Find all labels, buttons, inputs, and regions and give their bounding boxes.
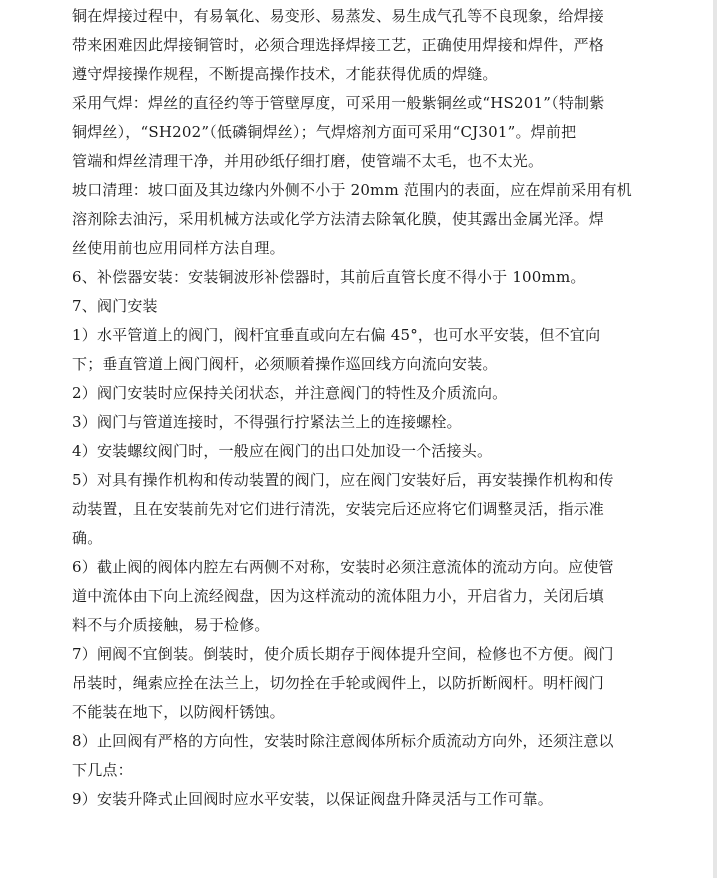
text-line: 丝使用前也应用同样方法自理。	[72, 239, 285, 257]
list-item: 7）闸阀不宜倒装。倒装时，使介质长期存于阀体提升空间，检修也不方便。阀门	[72, 645, 614, 663]
text-line: 料不与介质接触，易于检修。	[72, 616, 270, 634]
list-item: 3）阀门与管道连接时，不得强行拧紧法兰上的连接螺栓。	[72, 413, 462, 431]
document-body	[72, 2, 632, 814]
text-line: 带来困难因此焊接铜管时，必须合理选择焊接工艺，正确使用焊接和焊件，严格	[72, 36, 605, 54]
list-item: 2）阀门安装时应保持关闭状态，并注意阀门的特性及介质流向。	[72, 384, 508, 402]
list-item: 6）截止阀的阀体内腔左右两侧不对称，安装时必须注意流体的流动方向。应使管	[72, 558, 614, 576]
text-line: 动装置，且在安装前先对它们进行清洗，安装完后还应将它们调整灵活，指示准	[72, 500, 605, 518]
section-heading-valve: 7、阀门安装	[72, 297, 158, 315]
list-item: 1）水平管道上的阀门，阀杆宜垂直或向左右偏 45°，也可水平安装，但不宜向	[72, 326, 601, 344]
text-line: 吊装时，绳索应拴在法兰上，切勿拴在手轮或阀件上，以防折断阀杆。明杆阀门	[72, 674, 605, 692]
list-item: 5）对具有操作机构和传动装置的阀门，应在阀门安装好后，再安装操作机构和传	[72, 471, 614, 489]
text-line: 确。	[72, 529, 103, 547]
text-line: 铜焊丝），“SH202”（低磷铜焊丝）；气焊熔剂方面可采用“CJ301”。焊前把	[72, 123, 577, 141]
section-heading-compensator: 6、补偿器安装：安装铜波形补偿器时，其前后直管长度不得小于 100mm。	[72, 268, 586, 286]
text-line: 道中流体由下向上流经阀盘，因为这样流动的流体阻力小，开启省力，关闭后填	[72, 587, 605, 605]
text-line: 铜在焊接过程中，有易氧化、易变形、易蒸发、易生成气孔等不良现象，给焊接	[72, 7, 605, 25]
text-line: 不能装在地下，以防阀杆锈蚀。	[72, 703, 285, 721]
text-line: 坡口清理：坡口面及其边缘内外侧不小于 20mm 范围内的表面，应在焊前采用有机	[72, 181, 632, 199]
list-item: 9）安装升降式止回阀时应水平安装，以保证阀盘升降灵活与工作可靠。	[72, 790, 553, 808]
text-line: 下；垂直管道上阀门阀杆，必须顺着操作巡回线方向流向安装。	[72, 355, 498, 373]
text-line: 遵守焊接操作规程，不断提高操作技术，才能获得优质的焊缝。	[72, 65, 498, 83]
text-line: 溶剂除去油污，采用机械方法或化学方法清去除氧化膜，使其露出金属光泽。焊	[72, 210, 605, 228]
list-item: 8）止回阀有严格的方向性，安装时除注意阀体所标介质流动方向外，还须注意以	[72, 732, 614, 750]
list-item: 4）安装螺纹阀门时，一般应在阀门的出口处加设一个活接头。	[72, 442, 493, 460]
scrollbar-track	[713, 0, 717, 878]
text-line: 下几点：	[72, 761, 133, 779]
text-line: 管端和焊丝清理干净，并用砂纸仔细打磨，使管端不太毛，也不太光。	[72, 152, 544, 170]
text-line: 采用气焊：焊丝的直径约等于管壁厚度，可采用一般紫铜丝或“HS201”（特制紫	[72, 94, 605, 112]
